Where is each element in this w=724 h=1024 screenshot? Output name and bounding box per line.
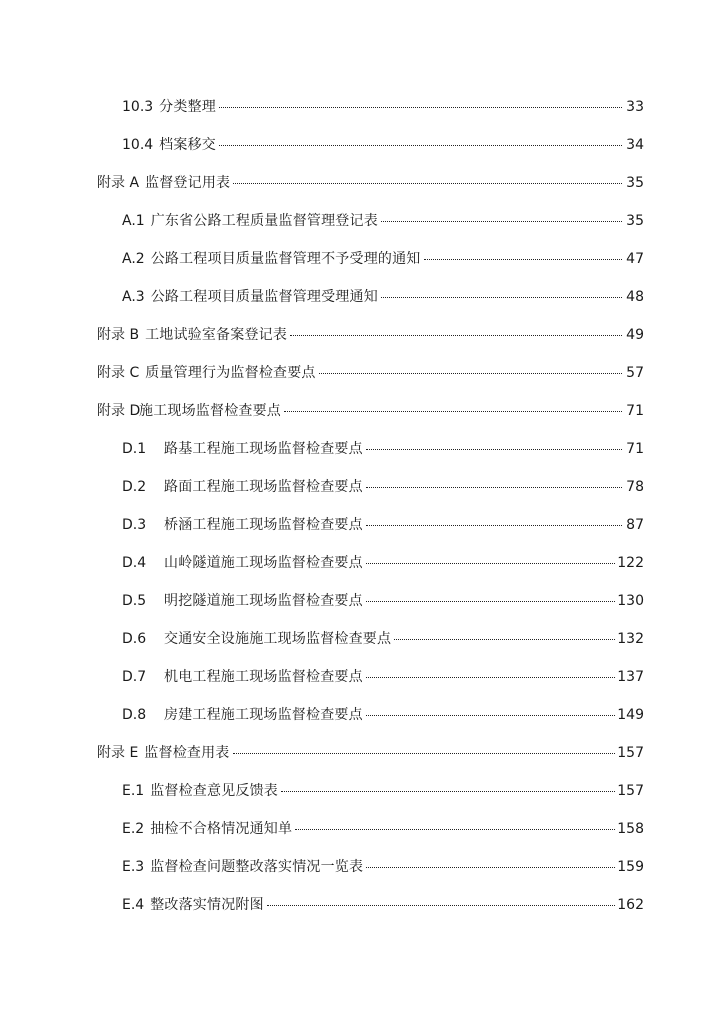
toc-leader-dots xyxy=(233,183,622,184)
toc-leader-dots xyxy=(394,639,615,640)
toc-leader-dots xyxy=(381,221,622,222)
toc-leader-dots xyxy=(381,297,622,298)
toc-entry-d-3[interactable] xyxy=(0,506,724,544)
toc-entry-d-7[interactable] xyxy=(0,658,724,696)
toc-leader-dots xyxy=(366,525,622,526)
toc-entry-page: 137 xyxy=(617,669,644,685)
toc-entry-a-3[interactable] xyxy=(0,278,724,316)
toc-entry-page: 157 xyxy=(617,745,644,761)
toc-entry-d-2[interactable] xyxy=(0,468,724,506)
toc-leader-dots xyxy=(366,715,615,716)
toc-entry-number: 附录 A xyxy=(97,175,140,191)
toc-leader-dots xyxy=(219,145,622,146)
toc-entry-10-3[interactable] xyxy=(0,88,724,126)
toc-entry-number: 附录 D xyxy=(97,403,141,419)
toc-leader-dots xyxy=(295,829,615,830)
toc-leader-dots xyxy=(219,107,622,108)
toc-entry-number: 附录 C xyxy=(97,365,140,381)
toc-entry-title: 公路工程项目质量监督管理不予受理的通知 xyxy=(150,251,421,267)
toc-entry-number: 附录 B xyxy=(97,327,140,343)
toc-entry-title: 工地试验室备案登记表 xyxy=(145,327,288,343)
toc-leader-dots xyxy=(424,259,622,260)
table-of-contents xyxy=(0,88,724,924)
toc-entry-title: 监督登记用表 xyxy=(145,175,231,191)
toc-entry-e-4[interactable] xyxy=(0,886,724,924)
toc-leader-dots xyxy=(281,791,615,792)
toc-entry-number: E.2 xyxy=(122,821,145,837)
toc-leader-dots xyxy=(366,449,622,450)
toc-entry-number: A.1 xyxy=(122,213,145,229)
toc-leader-dots xyxy=(284,411,622,412)
toc-entry-page: 132 xyxy=(617,631,644,647)
toc-entry-appendix-e[interactable] xyxy=(0,734,724,772)
toc-entry-page: 162 xyxy=(617,897,644,913)
toc-entry-number: A.2 xyxy=(122,251,145,267)
toc-entry-title: 路面工程施工现场监督检查要点 xyxy=(164,479,363,495)
toc-entry-number: D.3 xyxy=(122,517,147,533)
toc-entry-title: 山岭隧道施工现场监督检查要点 xyxy=(164,555,363,571)
toc-entry-title: 质量管理行为监督检查要点 xyxy=(145,365,316,381)
toc-entry-appendix-d[interactable] xyxy=(0,392,724,430)
toc-entry-page: 47 xyxy=(626,251,644,267)
toc-entry-number: D.2 xyxy=(122,479,147,495)
toc-entry-page: 78 xyxy=(626,479,644,495)
toc-entry-number: A.3 xyxy=(122,289,145,305)
toc-entry-page: 157 xyxy=(617,783,644,799)
toc-entry-page: 35 xyxy=(626,213,644,229)
toc-entry-d-1[interactable] xyxy=(0,430,724,468)
toc-entry-e-3[interactable] xyxy=(0,848,724,886)
toc-entry-title: 桥涵工程施工现场监督检查要点 xyxy=(164,517,363,533)
toc-entry-number: D.1 xyxy=(122,441,147,457)
toc-entry-10-4[interactable] xyxy=(0,126,724,164)
toc-entry-number: D.7 xyxy=(122,669,147,685)
toc-entry-number: 10.4 xyxy=(122,137,154,153)
toc-entry-appendix-c[interactable] xyxy=(0,354,724,392)
toc-leader-dots xyxy=(267,905,615,906)
toc-entry-d-5[interactable] xyxy=(0,582,724,620)
toc-entry-page: 159 xyxy=(617,859,644,875)
toc-entry-page: 71 xyxy=(626,441,644,457)
toc-entry-number: E.1 xyxy=(122,783,145,799)
toc-entry-appendix-b[interactable] xyxy=(0,316,724,354)
toc-entry-title: 整改落实情况附图 xyxy=(150,897,264,913)
toc-entry-title: 监督检查用表 xyxy=(144,745,230,761)
toc-entry-page: 158 xyxy=(617,821,644,837)
toc-entry-title: 房建工程施工现场监督检查要点 xyxy=(164,707,363,723)
toc-entry-title: 明挖隧道施工现场监督检查要点 xyxy=(164,593,363,609)
toc-entry-number: D.6 xyxy=(122,631,147,647)
toc-entry-title: 施工现场监督检查要点 xyxy=(139,403,281,419)
toc-entry-d-4[interactable] xyxy=(0,544,724,582)
toc-entry-page: 49 xyxy=(626,327,644,343)
toc-entry-page: 35 xyxy=(626,175,644,191)
toc-entry-page: 130 xyxy=(617,593,644,609)
toc-entry-appendix-a[interactable] xyxy=(0,164,724,202)
toc-entry-page: 122 xyxy=(617,555,644,571)
toc-entry-title: 广东省公路工程质量监督管理登记表 xyxy=(150,213,378,229)
toc-entry-a-1[interactable] xyxy=(0,202,724,240)
toc-leader-dots xyxy=(366,563,615,564)
toc-entry-number: D.8 xyxy=(122,707,147,723)
toc-entry-number: E.4 xyxy=(122,897,145,913)
toc-entry-title: 监督检查问题整改落实情况一览表 xyxy=(150,859,364,875)
toc-entry-page: 57 xyxy=(626,365,644,381)
toc-entry-title: 监督检查意见反馈表 xyxy=(150,783,279,799)
toc-entry-e-2[interactable] xyxy=(0,810,724,848)
toc-entry-number: 附录 E xyxy=(97,745,139,761)
toc-entry-number: 10.3 xyxy=(122,99,154,115)
toc-entry-e-1[interactable] xyxy=(0,772,724,810)
toc-entry-title: 档案移交 xyxy=(159,137,216,153)
toc-entry-page: 149 xyxy=(617,707,644,723)
toc-leader-dots xyxy=(290,335,622,336)
toc-leader-dots xyxy=(366,601,615,602)
toc-entry-page: 33 xyxy=(626,99,644,115)
toc-leader-dots xyxy=(366,867,615,868)
toc-entry-title: 机电工程施工现场监督检查要点 xyxy=(164,669,363,685)
toc-entry-title: 交通安全设施施工现场监督检查要点 xyxy=(164,631,392,647)
toc-entry-number: D.4 xyxy=(122,555,147,571)
toc-leader-dots xyxy=(366,677,615,678)
toc-entry-number: D.5 xyxy=(122,593,147,609)
toc-entry-title: 公路工程项目质量监督管理受理通知 xyxy=(150,289,378,305)
toc-leader-dots xyxy=(233,753,616,754)
toc-entry-page: 48 xyxy=(626,289,644,305)
toc-leader-dots xyxy=(319,373,622,374)
toc-entry-page: 34 xyxy=(626,137,644,153)
toc-entry-title: 抽检不合格情况通知单 xyxy=(150,821,293,837)
toc-entry-a-2[interactable] xyxy=(0,240,724,278)
toc-entry-number: E.3 xyxy=(122,859,145,875)
toc-entry-d-6[interactable] xyxy=(0,620,724,658)
toc-entry-title: 路基工程施工现场监督检查要点 xyxy=(164,441,363,457)
toc-leader-dots xyxy=(366,487,622,488)
toc-entry-page: 71 xyxy=(626,403,644,419)
toc-entry-title: 分类整理 xyxy=(159,99,216,115)
toc-entry-page: 87 xyxy=(626,517,644,533)
toc-entry-d-8[interactable] xyxy=(0,696,724,734)
